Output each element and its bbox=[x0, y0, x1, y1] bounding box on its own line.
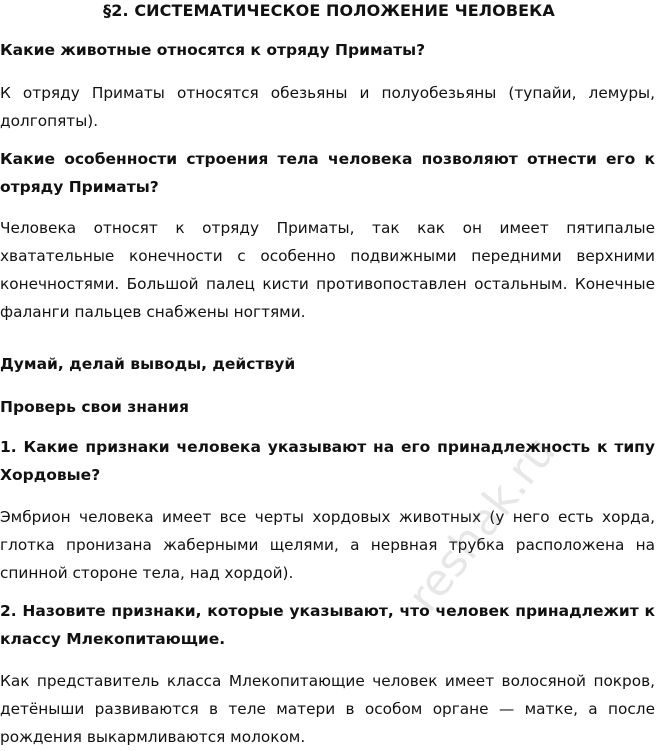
answer-3-paragraph: Эмбрион человека имеет все черты хордовых животных (у него есть хорда, глотка пронизана жаберными щелями, а нервная трубка расположена на спинной стороне тела, над хордой). bbox=[0, 508, 655, 582]
question-1-heading: Какие животные относятся к отряду Приматы? bbox=[0, 41, 426, 59]
answer-4-paragraph: Как представитель класса Млекопитающие человек имеет волосяной покров, детёныши развиваются в теле матери в особом органе — матке, а после рождения выкармливаются молоком. bbox=[0, 672, 655, 746]
subsection-heading: Проверь свои знания bbox=[0, 398, 189, 416]
question-4-heading: 2. Назовите признаки, которые указывают, что человек принадлежит к классу Млекопитающие. bbox=[0, 602, 655, 648]
watermark: reshak.ru bbox=[398, 426, 566, 622]
question-2-heading: Какие особенности строения тела человека позволяют отнести его к отряду Приматы? bbox=[0, 150, 655, 196]
answer-1-paragraph: К отряду Приматы относятся обезьяны и полуобезьяны (тупайи, лемуры, долгопяты). bbox=[0, 84, 655, 130]
page-title: §2. СИСТЕМАТИЧЕСКОЕ ПОЛОЖЕНИЕ ЧЕЛОВЕКА bbox=[103, 1, 555, 20]
section-heading: Думай, делай выводы, действуй bbox=[0, 355, 296, 373]
answer-2-paragraph: Человека относят к отряду Приматы, так как он имеет пятипалые хватательные конечности с особенно подвижными передними верхними конечностями. Большой палец кисти противопоставлен остальным. Конечные фаланги пальцев снабжены ногтями. bbox=[0, 219, 655, 321]
question-3-heading: 1. Какие признаки человека указывают на его принадлежность к типу Хордовые? bbox=[0, 438, 655, 484]
